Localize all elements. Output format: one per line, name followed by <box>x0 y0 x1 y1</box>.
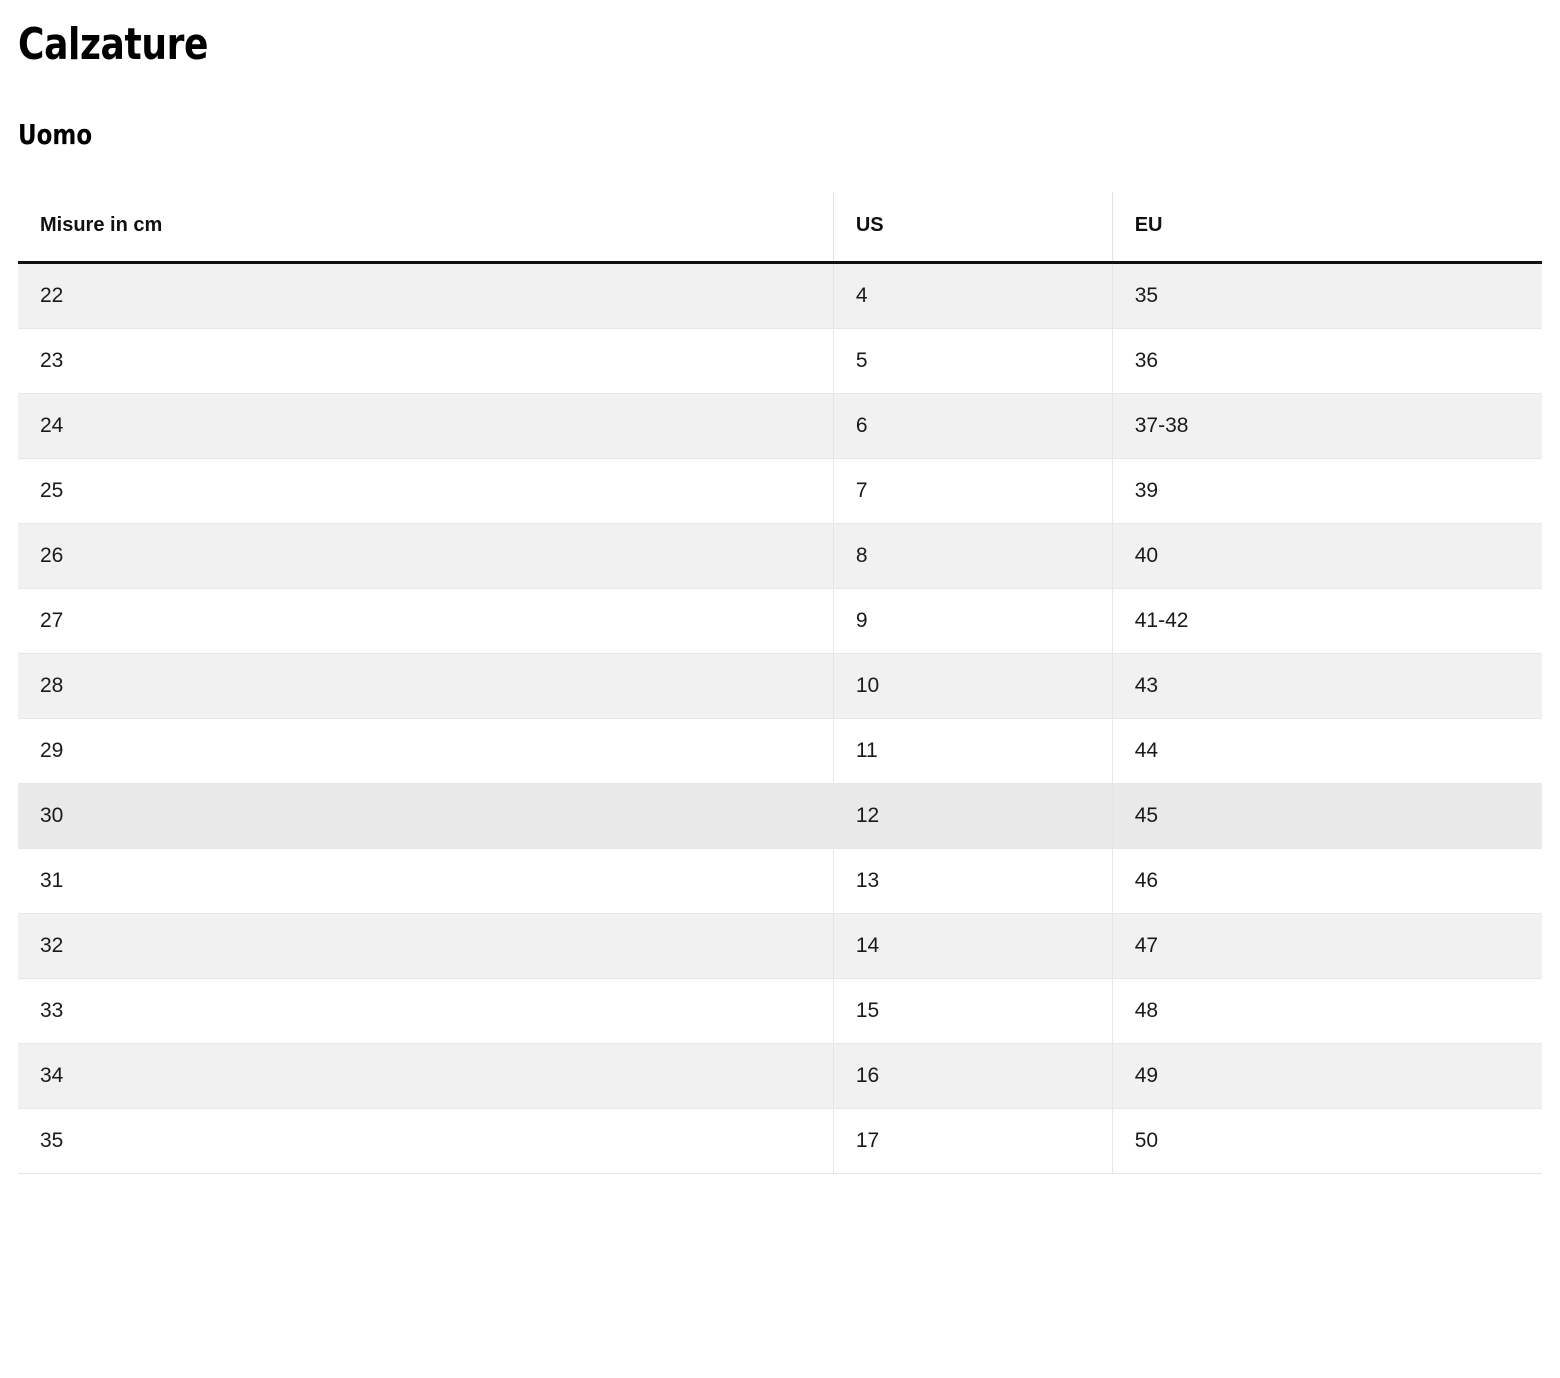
table-row <box>18 523 1542 588</box>
cell-cm: 35 <box>18 1108 833 1173</box>
cell-us: 15 <box>833 978 1112 1043</box>
size-conversion-table <box>18 192 1542 1174</box>
cell-cm: 29 <box>18 718 833 783</box>
cell-eu: 43 <box>1112 653 1542 718</box>
cell-us: 4 <box>833 262 1112 328</box>
table-row <box>18 783 1542 848</box>
cell-eu: 45 <box>1112 783 1542 848</box>
cell-cm: 31 <box>18 848 833 913</box>
cell-us: 16 <box>833 1043 1112 1108</box>
cell-us: 10 <box>833 653 1112 718</box>
cell-us: 7 <box>833 458 1112 523</box>
cell-eu: 36 <box>1112 328 1542 393</box>
cell-us: 5 <box>833 328 1112 393</box>
column-header-cm: Misure in cm <box>18 192 833 263</box>
cell-eu: 35 <box>1112 262 1542 328</box>
cell-eu: 40 <box>1112 523 1542 588</box>
cell-eu: 39 <box>1112 458 1542 523</box>
size-table-container <box>18 192 1542 1174</box>
section-title-uomo: Uomo <box>18 118 93 152</box>
cell-us: 6 <box>833 393 1112 458</box>
table-row <box>18 458 1542 523</box>
column-header-us: US <box>833 192 1112 263</box>
table-row <box>18 328 1542 393</box>
cell-cm: 25 <box>18 458 833 523</box>
cell-us: 9 <box>833 588 1112 653</box>
table-row <box>18 588 1542 653</box>
cell-cm: 27 <box>18 588 833 653</box>
table-body <box>18 262 1542 1173</box>
table-row <box>18 978 1542 1043</box>
page-title: Calzature <box>18 19 209 70</box>
table-row <box>18 262 1542 328</box>
table-row <box>18 848 1542 913</box>
table-row <box>18 1108 1542 1173</box>
table-row <box>18 653 1542 718</box>
table-row <box>18 1043 1542 1108</box>
cell-cm: 34 <box>18 1043 833 1108</box>
table-row <box>18 393 1542 458</box>
cell-cm: 23 <box>18 328 833 393</box>
cell-cm: 26 <box>18 523 833 588</box>
cell-cm: 28 <box>18 653 833 718</box>
cell-us: 11 <box>833 718 1112 783</box>
table-header-row <box>18 192 1542 263</box>
cell-eu: 50 <box>1112 1108 1542 1173</box>
cell-eu: 41-42 <box>1112 588 1542 653</box>
cell-eu: 47 <box>1112 913 1542 978</box>
table-row <box>18 718 1542 783</box>
cell-us: 12 <box>833 783 1112 848</box>
cell-cm: 33 <box>18 978 833 1043</box>
cell-cm: 32 <box>18 913 833 978</box>
cell-us: 13 <box>833 848 1112 913</box>
cell-eu: 48 <box>1112 978 1542 1043</box>
table-header <box>18 192 1542 263</box>
cell-us: 8 <box>833 523 1112 588</box>
cell-cm: 22 <box>18 262 833 328</box>
cell-eu: 49 <box>1112 1043 1542 1108</box>
cell-eu: 46 <box>1112 848 1542 913</box>
column-header-eu: EU <box>1112 192 1542 263</box>
cell-eu: 44 <box>1112 718 1542 783</box>
cell-cm: 24 <box>18 393 833 458</box>
cell-cm: 30 <box>18 783 833 848</box>
table-row <box>18 913 1542 978</box>
cell-us: 14 <box>833 913 1112 978</box>
cell-eu: 37-38 <box>1112 393 1542 458</box>
cell-us: 17 <box>833 1108 1112 1173</box>
